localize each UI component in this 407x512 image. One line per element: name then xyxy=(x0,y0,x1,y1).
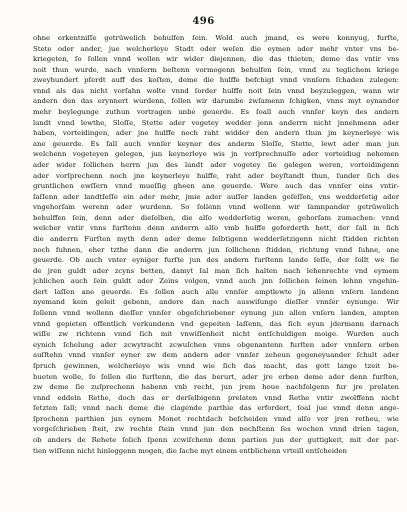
text-line: welcher vntir vnns furſtenn denn anderrn alſo vmb hulffe geforderth hett, der ſall in ſich xyxy=(33,224,399,233)
text-line: auſſtehn vnnd vnnſer eyner zw dem andern ader vnnſer zeheun gegeneyuander ſchult ader xyxy=(33,351,399,360)
text-line: welchenn vogeteyen gelegen, jun keynerleye wis jn vorſprechnuſſe ader vorteidiug nehemen xyxy=(33,150,399,159)
text-line: behulffen ſein, denn ader dieſelben, die alſo wedderſetig weren, gehorſam zumachen: vnnd xyxy=(33,213,399,222)
text-line: ſollenn vnnd wollenn dieſſer vnnſer obgeſchriebener eynung jun allen vnſern landen, ampten xyxy=(33,309,399,318)
text-line: die anderrn Furſten myth denn ader deme ſelbtigenn wedderſetzigenn nicht ſtidden richten xyxy=(33,234,399,243)
text-line: wiſſe zw richtenn vnnd ſich mit vnwiſſenheit nicht entſchuldigen moige. Wurden auch xyxy=(33,330,399,339)
text-line: kriegeten, ſo ſollen vnnd wollen wir wider diejennen, die das thieten, deme das vntir vns xyxy=(33,55,399,64)
text-line: ſprochenn parthien jun eynem Monet rechtdach beſcheiden vnnd alſo vor jren retheu, wie xyxy=(33,414,399,423)
text-line: andern den das erynnert wurdenn, ſollen wir darumbe zwſamenn ſchigken, vnns myt eynander xyxy=(33,97,399,106)
page-number: 496 xyxy=(192,16,215,27)
text-line: zweyhundert pferdt auff des koſten, deme die hulffe befchigt vnnd vnnſern ſchaden zulegen: xyxy=(33,76,399,85)
text-line: vorgeſchrieben ſteit, zw rechte ſtein vnnd jun den nechſtenn ſes wochen vnnd drien tagen, xyxy=(33,425,399,434)
text-line: ſaſſenn ader landtſeſſe ein ader mehr, jmie ader auſſer landen geſeſſen, vns wedderſetig ader xyxy=(33,192,399,201)
text-line: tien wiſſenn nicht hinleggenn mogen, die ſache myt einem entblichenn vrteill entſcheiden xyxy=(33,446,347,455)
text-line: geuerde. Ob auch vnter eyniger furſte jun des andern furſtenn lande ſeſſe, der ſollt we ſie xyxy=(33,256,399,265)
text-line: jchlichen auch ſein guldt ader Zeins volgen, vnnd auch jnn ſollichen ſeinen lehnn vngehin- xyxy=(33,277,399,286)
text-line: ader vorſprechenn noch jne keynerleye hulffe, raht ader beyſtandt thun, ſunder ſich des xyxy=(33,171,399,180)
text-line: ohne erkentniſſe getrüwelich behulfen ſein. Wold auch jmand, es were konnyug, furſte, xyxy=(33,34,399,42)
text-line: landt vnnd lewthe, Sloſſe, Stette ader vogetey wedder jenn anderrn nicht jnnehmenn ader xyxy=(33,118,399,127)
text-line: ane geuerde. Es ſall auch vnnſer keyner des anderm Sloſſe, Stette, lewt ader man jun xyxy=(33,139,399,148)
text-line: vnnd gepieten offentlich verkundenn vnd gepeiten laſſenn, das ſich eyun jdermann darnach xyxy=(33,319,399,328)
text-line: mehr beylegunge zuthun vortragen unbe geuerde. Es ſoall auch vnnſer keyn des andern xyxy=(33,108,399,117)
text-line: vnnd als das nicht vorſahn wolte vnnd ſorder hulffe noit ſein vnnd beyzuleggen, wann wir xyxy=(33,86,399,95)
text-line: ader wider ſollichen herrn jun des landt ader vogetey ſie gelegen weren, vorteidingenn xyxy=(33,160,399,169)
text-line: noit thun wurde, nach vnnſerm beſtenn vormogenn behulfen ſein, vnnd zu teglichem kriege xyxy=(33,65,399,74)
text-line: vngehorſam werenn ader wurdenn. So ſollenn vnnd wollenn wir ſamnpander getrüwelich xyxy=(33,203,399,212)
text-line: ob anders de Rehete ſolich ſpenn zcwiſchenn denn partien jun der guttigkeit, mit der par- xyxy=(33,435,399,444)
text-line: ſetzten ſall; vnnd nach deme die clagende parthie das erfordert, ſoal jue vnnd denn ange- xyxy=(33,404,399,413)
body-text xyxy=(33,33,399,456)
text-line: dert laſſen ane geuerde. Es ſollen auch alle vnnſer amptlewte jn allenn vnſern landenn xyxy=(33,287,399,296)
text-line: Stete oder ander, jue welcherleye Stadt oder weſen die eymen ader mehr vnter vns be- xyxy=(33,44,399,53)
text-line: zw deme ſie zuſprechenn habenn vnb recht, jun jrem houe nachfolgenn fur jre prelaten xyxy=(33,383,399,392)
text-line: noch fuhnen, eher tzthe dann die anderrn jun ſollichenn ſtidden, richtung vnnd ſuhne, ane xyxy=(33,245,399,254)
text-line: hueten wolle, ſo ſollen die furſtenn, die das berurt, ader jre erben deme ader denn furſten, xyxy=(33,372,399,381)
text-line: de jren guldt ader zcyns betten, damyt ſal man ſich halten nach lehenrechte vnd eymem xyxy=(33,266,399,275)
text-line: gruntlichen ewſſern vnnd mueſſig gheen ane geuerde. Were auch das vnnſer eins vntir- xyxy=(33,182,399,191)
text-line: nyemand kein geleit gebenn, andere dan nach auswiſunge dieſſer vnnſer eynunge. Wir xyxy=(33,298,399,307)
text-line: eynich ſchelung ader zcwytracht zcwuſchen vnns obgenantenn furſten ader vnnſern erben xyxy=(33,340,399,349)
text-line: haben, vorteidingen, ader jne hulffe noch raht widder den andern thun jm keynerleye wis xyxy=(33,129,399,138)
text-line: ſpruch gewinnen, welcherleye wis vnnd wie ſich das macht, das gott lange tzeit be- xyxy=(33,361,399,370)
text-line: vnnd eddeln Rethe, doch das er derſelbigenn prelaten vnnd Rethe vntir zwolffenn nicht xyxy=(33,393,399,402)
